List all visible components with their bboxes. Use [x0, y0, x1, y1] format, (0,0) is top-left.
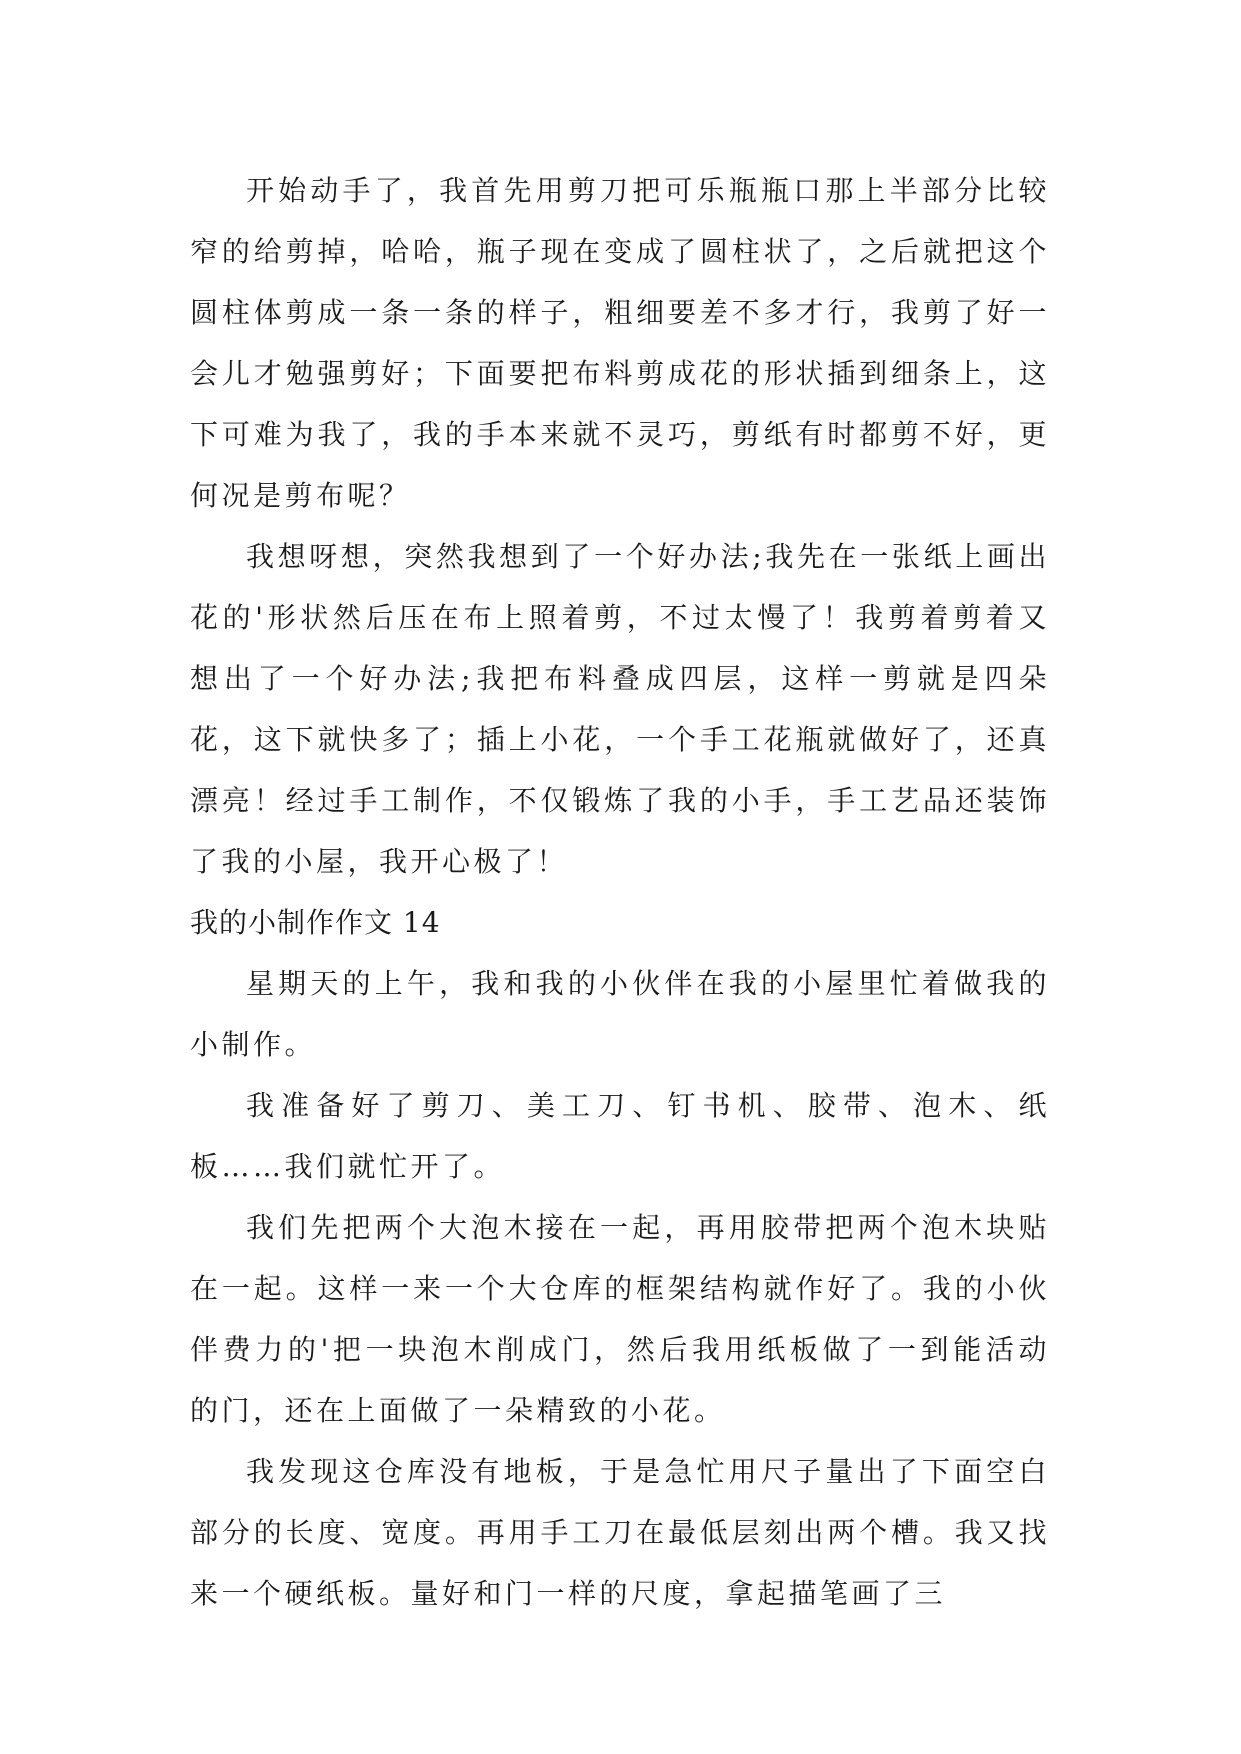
paragraph: 星期天的上午，我和我的小伙伴在我的小屋里忙着做我的小制作。: [190, 967, 1050, 1061]
document-body: [190, 160, 1050, 1624]
section-heading: 我的小制作作文 14: [190, 906, 441, 939]
paragraph: 我准备好了剪刀、美工刀、钉书机、胶带、泡木、纸板……我们就忙开了。: [190, 1089, 1050, 1183]
paragraph: 开始动手了，我首先用剪刀把可乐瓶瓶口那上半部分比较窄的给剪掉，哈哈，瓶子现在变成了圆柱状了，之后就把这个圆柱体剪成一条一条的样子，粗细要差不多才行，我剪了好一会儿才勉强剪好；下面要把布料剪成花的形状插到细条上，这下可难为我了，我的手本来就不灵巧，剪纸有时都剪不好，更何况是剪布呢？: [190, 174, 1050, 512]
paragraph: 我发现这仓库没有地板，于是急忙用尺子量出了下面空白部分的长度、宽度。再用手工刀在最低层刻出两个槽。我又找来一个硬纸板。量好和门一样的尺度，拿起描笔画了三: [190, 1455, 1050, 1610]
paragraph: 我想呀想，突然我想到了一个好办法;我先在一张纸上画出花的'形状然后压在布上照着剪，不过太慢了！我剪着剪着又想出了一个好办法;我把布料叠成四层，这样一剪就是四朵花，这下就快多了；插上小花，一个手工花瓶就做好了，还真漂亮！经过手工制作，不仅锻炼了我的小手，手工艺品还装饰了我的小屋，我开心极了！: [190, 540, 1050, 878]
paragraph: 我们先把两个大泡木接在一起，再用胶带把两个泡木块贴在一起。这样一来一个大仓库的框架结构就作好了。我的小伙伴费力的'把一块泡木削成门，然后我用纸板做了一到能活动的门，还在上面做了一朵精致的小花。: [190, 1211, 1050, 1427]
